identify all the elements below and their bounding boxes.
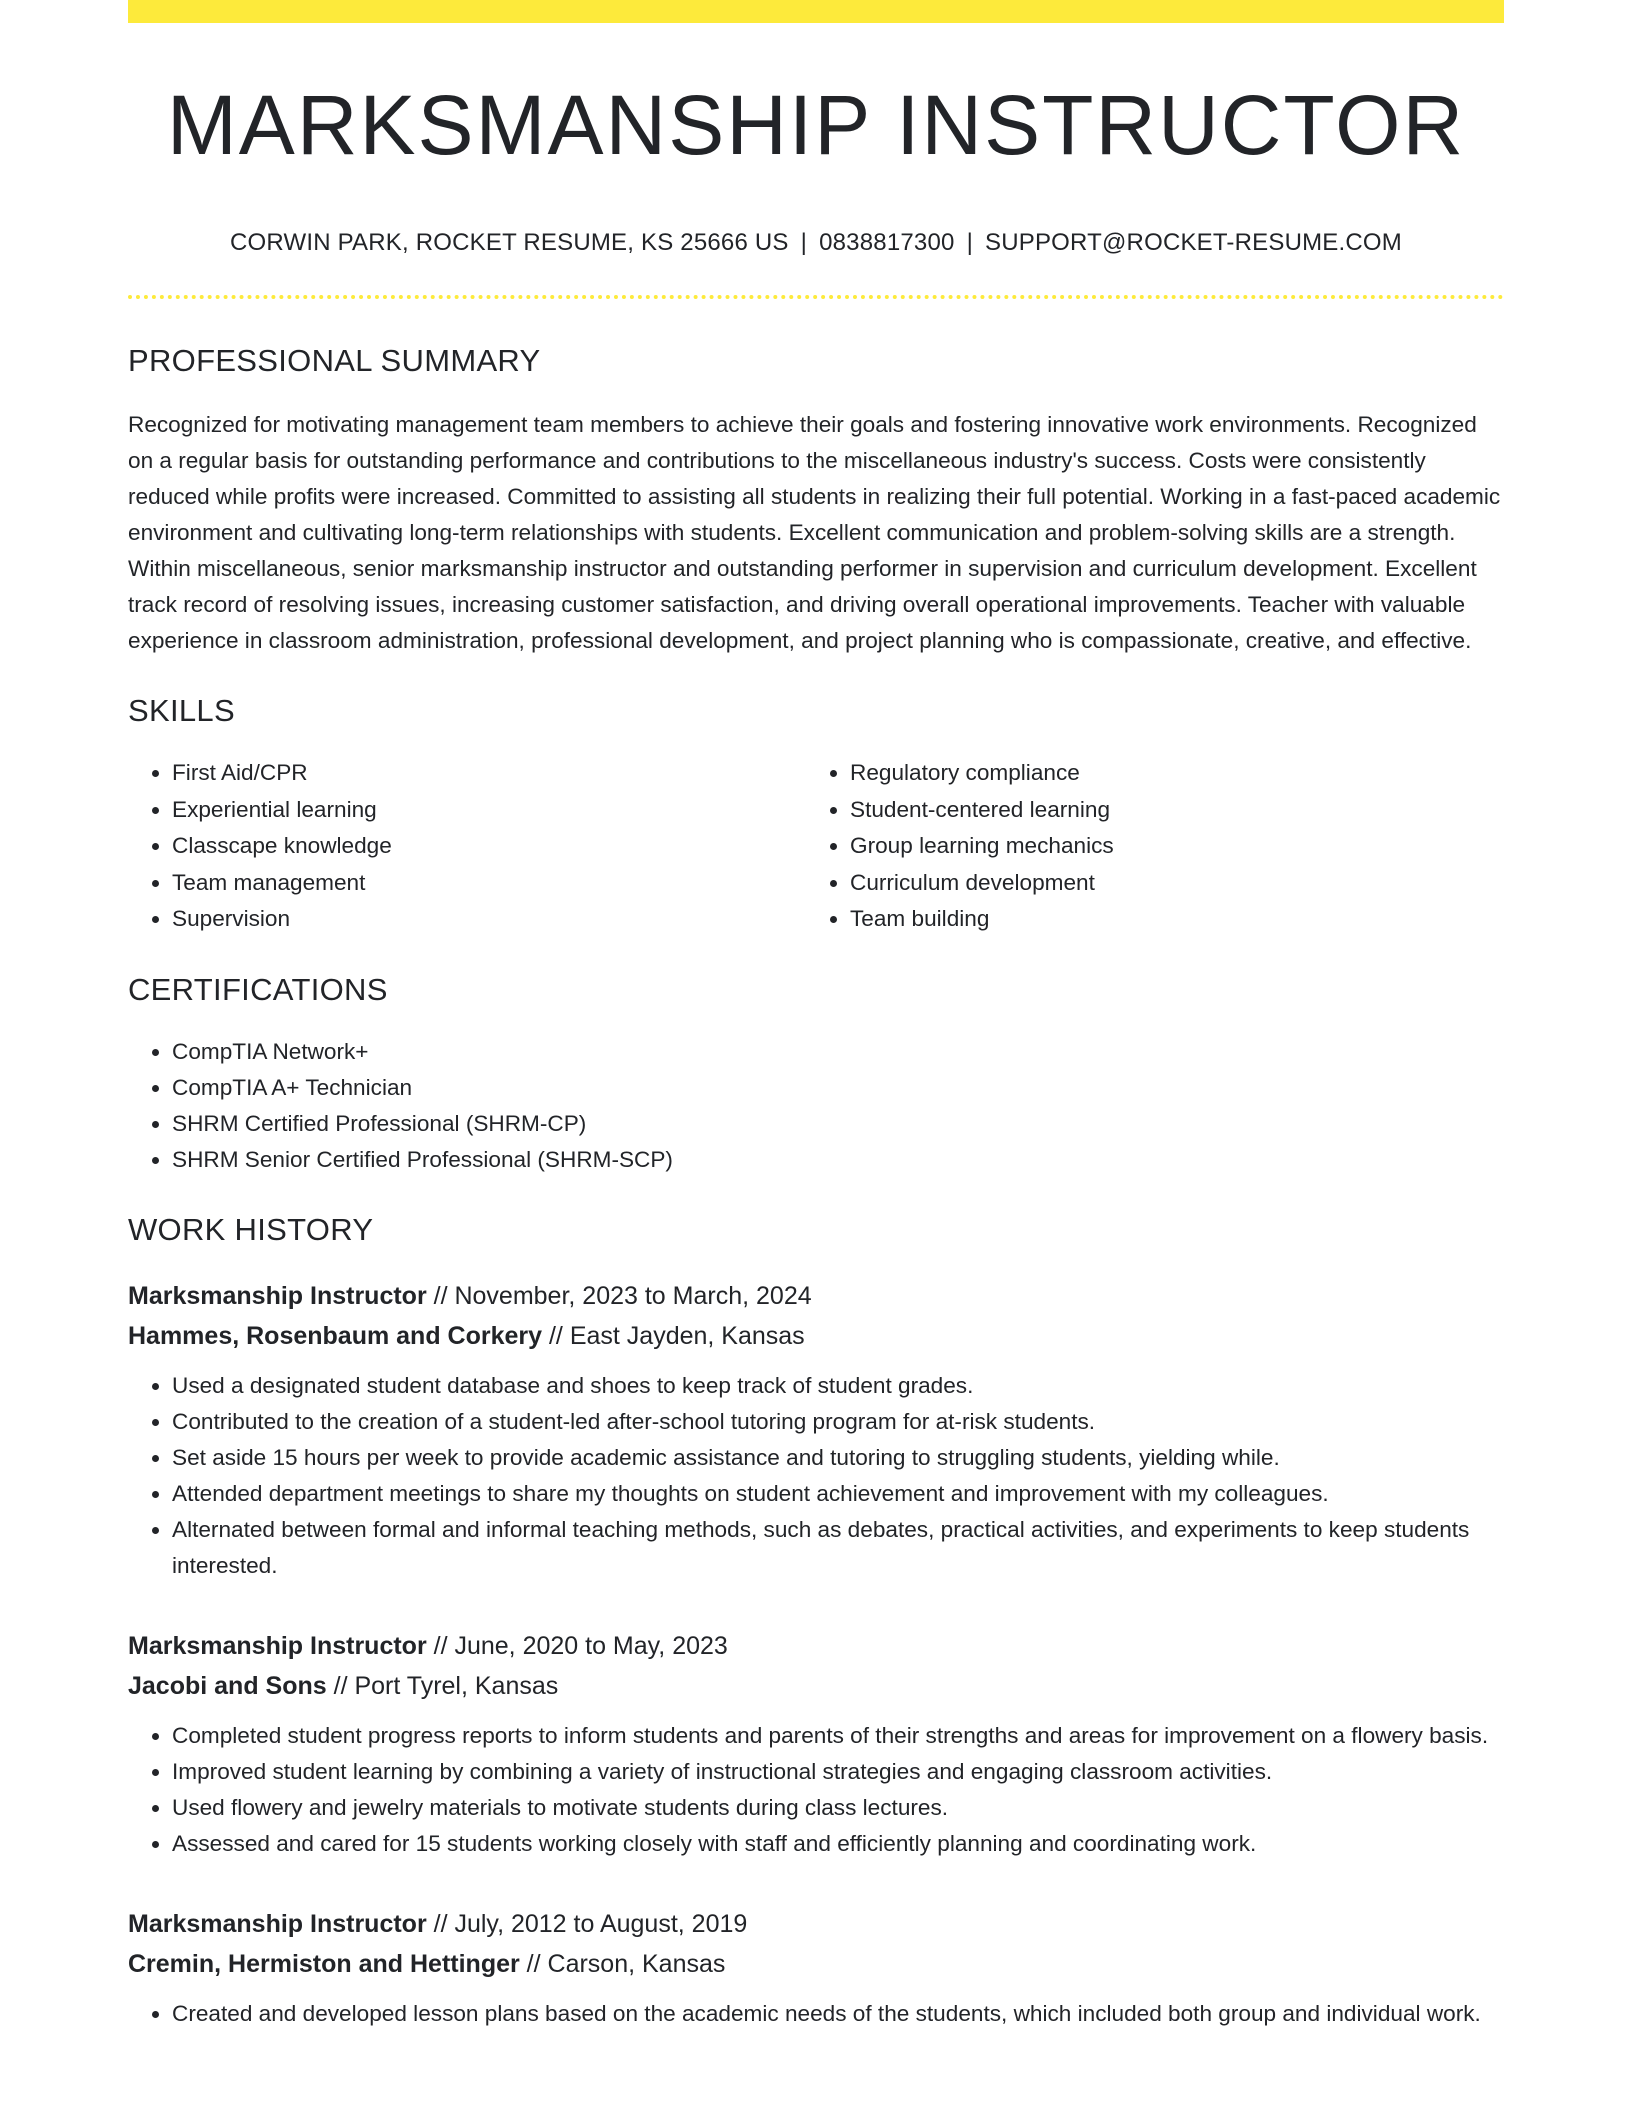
skill-item: • Curriculum development — [850, 865, 1484, 902]
resume-name: MARKSMANSHIP INSTRUCTOR — [166, 78, 1466, 172]
skill-item: • Experiential learning — [172, 792, 806, 829]
contact-address: CORWIN PARK, ROCKET RESUME, KS 25666 US — [230, 229, 789, 256]
job-company: Jacobi and Sons — [128, 1671, 327, 1700]
job-dates: // July, 2012 to August, 2019 — [426, 1909, 748, 1938]
job-dates: // November, 2023 to March, 2024 — [426, 1281, 812, 1310]
contact-email: SUPPORT@ROCKET-RESUME.COM — [985, 229, 1402, 256]
certification-item: • CompTIA A+ Technician — [172, 1070, 1504, 1106]
job-bullet: • Completed student progress reports to inform students and parents of their strengths and areas for improvement on a flowery basis. — [172, 1718, 1504, 1754]
job-bullet: • Contributed to the creation of a student-led after-school tutoring program for at-risk students. — [172, 1404, 1504, 1440]
job-company: Cremin, Hermiston and Hettinger — [128, 1949, 520, 1978]
job-role-line — [128, 1626, 1504, 1666]
section-title-summary: PROFESSIONAL SUMMARY — [128, 343, 541, 378]
job-bullet: • Alternated between formal and informal teaching methods, such as debates, practical activities, and experiments to keep students interested. — [172, 1512, 1504, 1584]
resume-content — [128, 23, 1504, 2032]
skill-item: • Group learning mechanics — [850, 828, 1484, 865]
job-bullet: • Created and developed lesson plans based on the academic needs of the students, which included both group and individual work. — [172, 1996, 1504, 2032]
skill-item: • Regulatory compliance — [850, 755, 1484, 792]
job-bullet: • Improved student learning by combining a variety of instructional strategies and engaging classroom activities. — [172, 1754, 1504, 1790]
job-bullets — [128, 1368, 1504, 1584]
certifications-list — [128, 1034, 1504, 1178]
job-bullet: • Set aside 15 hours per week to provide academic assistance and tutoring to struggling students, yielding while. — [172, 1440, 1504, 1476]
skill-item: • First Aid/CPR — [172, 755, 806, 792]
job-location: // East Jayden, Kansas — [542, 1321, 805, 1350]
job-company-line — [128, 1316, 1504, 1356]
skill-item: • Team management — [172, 865, 806, 902]
certification-item: • SHRM Certified Professional (SHRM-CP) — [172, 1106, 1504, 1142]
summary-text: Recognized for motivating management team members to achieve their goals and fostering innovative work environments. Recognized on a regular basis for outstanding performance and contributions to the miscellaneous industry's success. Costs were consistently reduced while profits were increased. Committed to assisting all students in realizing their full potential. Working in a fast-paced academic environment and cultivating long-term relationships with students. Excellent communication and problem-solving skills are a strength. Within miscellaneous, senior marksmanship instructor and outstanding performer in supervision and curriculum development. Excellent track record of resolving issues, increasing customer satisfaction, and driving overall operational improvements. Teacher with valuable experience in classroom administration, professional development, and project planning who is compassionate, creative, and effective. — [128, 412, 1501, 653]
job-company-line — [128, 1944, 1504, 1984]
section-title-skills: SKILLS — [128, 693, 235, 728]
skills-column-left — [128, 755, 806, 938]
job-role: Marksmanship Instructor — [128, 1909, 427, 1938]
certification-item: • CompTIA Network+ — [172, 1034, 1504, 1070]
contact-line — [128, 231, 1504, 255]
job-role: Marksmanship Instructor — [128, 1631, 427, 1660]
contact-phone: 0838817300 — [819, 229, 955, 256]
job-bullet: • Attended department meetings to share my thoughts on student achievement and improvement with my colleagues. — [172, 1476, 1504, 1512]
job-entry — [128, 1904, 1504, 2032]
contact-separator: | — [966, 229, 973, 256]
job-entry — [128, 1626, 1504, 1862]
job-location: // Carson, Kansas — [519, 1949, 726, 1978]
contact-separator: | — [800, 229, 808, 256]
job-dates: // June, 2020 to May, 2023 — [426, 1631, 728, 1660]
section-title-work-history: WORK HISTORY — [128, 1211, 374, 1247]
skills-list-right — [806, 755, 1484, 938]
job-entry — [128, 1276, 1504, 1584]
skills-grid — [128, 755, 1504, 938]
skill-item: • Student-centered learning — [850, 792, 1484, 829]
job-bullets — [128, 1718, 1504, 1862]
skill-item: • Classcape knowledge — [172, 828, 806, 865]
job-bullet: • Used a designated student database and shoes to keep track of student grades. — [172, 1368, 1504, 1404]
job-company-line — [128, 1666, 1504, 1706]
skills-list-left — [128, 755, 806, 938]
job-role-line — [128, 1276, 1504, 1316]
job-company: Hammes, Rosenbaum and Corkery — [128, 1321, 543, 1350]
job-bullet: • Assessed and cared for 15 students working closely with staff and efficiently planning and coordinating work. — [172, 1826, 1504, 1862]
job-role: Marksmanship Instructor — [128, 1281, 427, 1310]
skills-column-right — [806, 755, 1484, 938]
job-role-line — [128, 1904, 1504, 1944]
section-title-certifications: CERTIFICATIONS — [128, 971, 388, 1007]
skill-item: • Team building — [850, 901, 1484, 938]
top-accent-bar — [128, 0, 1504, 23]
job-bullet: • Used flowery and jewelry materials to motivate students during class lectures. — [172, 1790, 1504, 1826]
certification-item: • SHRM Senior Certified Professional (SHRM-SCP) — [172, 1142, 1504, 1178]
job-location: // Port Tyrel, Kansas — [326, 1671, 559, 1700]
skill-item: • Supervision — [172, 901, 806, 938]
dotted-divider — [128, 295, 1504, 299]
job-bullets — [128, 1996, 1504, 2032]
